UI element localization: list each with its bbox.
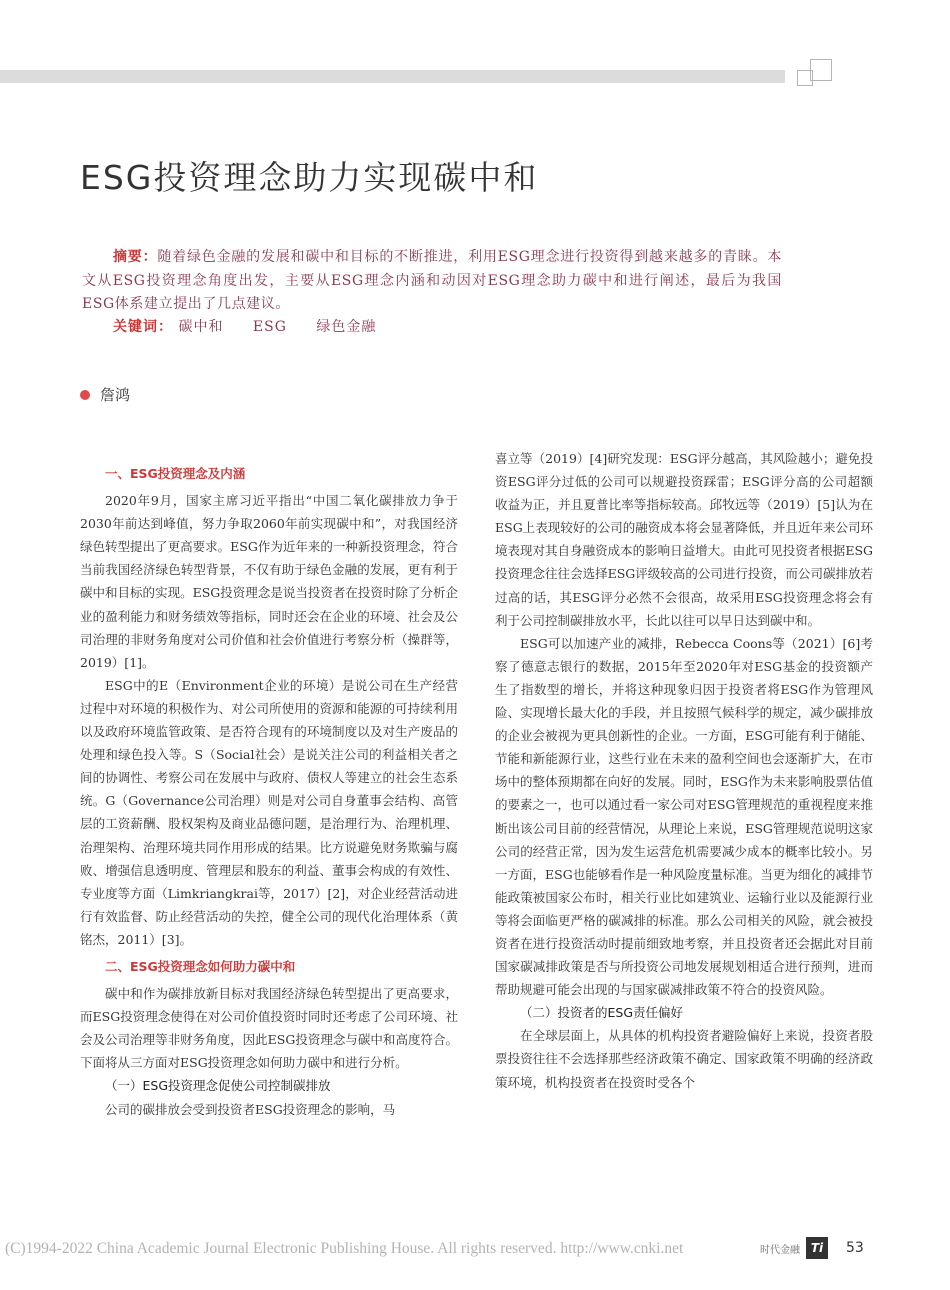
bullet-dot-icon bbox=[80, 390, 90, 400]
keywords bbox=[113, 316, 400, 336]
magazine-logo-icon: Ti bbox=[806, 1237, 828, 1259]
abstract bbox=[82, 246, 782, 317]
paragraph: ESG中的E（Environment企业的环境）是说公司在生产经营过程中对环境的积极作为、对公司所使用的资源和能源的可持续利用以及政府环境监管政策、是否符合现有的环境制度以及对生产废品的处理和绿色投入等。S（Social社会）是说关注公司的利益相关者之间的协调性、考察公司在发展中与政府、债权人等建立的社会生态系统。G（Governance公司治理）则是对公司自身董事会结构、高管层的工资薪酬、股权架构及商业品德问题，是治理行为、治理机理、治理架构、治理环境共同作用形成的结果。比方说避免财务欺骗与腐败、增强信息透明度、管理层和股东的利益、董事会构成的有效性、专业度等方面（Limkriangkrai等，2017）[2]，对企业经营活动进行有效监督、防止经营活动的失控，健全公司的现代化治理体系（黄铭杰，2011）[3]。 bbox=[80, 677, 458, 947]
section-heading: 一、ESG投资理念及内涵 bbox=[105, 466, 246, 481]
footer-right bbox=[760, 1237, 864, 1259]
paragraph: 在全球层面上，从具体的机构投资者避险偏好上来说，投资者股票投资往往不会选择那些经济政策不确定、国家政策不明确的经济政策环境，机构投资者在投资时受各个 bbox=[495, 1028, 873, 1090]
copyright-footer: (C)1994-2022 China Academic Journal Electronic Publishing House. All rights reserved. http://www.cnki.net bbox=[5, 1240, 684, 1257]
abstract-label: 摘要： bbox=[113, 249, 158, 265]
right-column bbox=[495, 447, 873, 1094]
paragraph: 碳中和作为碳排放新目标对我国经济绿色转型提出了更高要求，而ESG投资理念使得在对公司价值投资时同时还考虑了公司环境、社会及公司治理等非财务角度，因此ESG投资理念与碳中和高度符合。下面将从三方面对ESG投资理念如何助力碳中和进行分析。 bbox=[80, 986, 458, 1071]
header-bar bbox=[0, 70, 785, 83]
article-title: ESG投资理念助力实现碳中和 bbox=[80, 158, 539, 197]
paragraph: 2020年9月，国家主席习近平指出“中国二氧化碳排放力争于2030年前达到峰值，努力争取2060年前实现碳中和”，对我国经济绿色转型提出了更高要求。ESG作为近年来的一种新投资理念，符合当前我国经济绿色转型背景，不仅有助于绿色金融的发展，更有利于碳中和目标的实现。ESG投资理念是说当投资者在投资时除了分析企业的盈利能力和财务绩效等指标，同时还会在企业的环境、社会及公司治理的非财务角度对公司价值和社会价值进行考察分析（操群等，2019）[1]。 bbox=[80, 493, 458, 670]
author-line bbox=[80, 384, 130, 405]
left-column bbox=[80, 447, 458, 1121]
paragraph: ESG可以加速产业的减排，Rebecca Coons等（2021）[6]考察了德意志银行的数据，2015年至2020年对ESG基金的投资额产生了指数型的增长，并将这种现象归因于投资者将ESG作为管理风险、实现增长最大化的手段，并且按照气候科学的规定，减少碳排放的企业会被视为更具创新性的企业。一方面，ESG可能有利于储能、节能和新能源行业，这些行业在未来的盈利空间也会逐渐扩大，在市场中的整体预期都在向好的发展。同时，ESG作为未来影响股票估值的要素之一，也可以通过看一家公司对ESG管理规范的重视程度来推断出该公司目前的经营情况，从理论上来说，ESG管理规范说明这家公司的经营正常，因为发生运营危机需要减少成本的概率比较小。另一方面，ESG也能够看作是一种风险度量标准。当更为细化的减排节能政策被国家公布时，相关行业比如建筑业、运输行业以及能源行业等将会面临更严格的碳减排的标准。那么公司相关的风险，就会被投资者在进行投资活动时提前细致地考察，并且投资者还会据此对目前国家碳减排政策是否与所投资公司地发展规划相适合进行预判，进而帮助规避可能会出现的与国家碳减排政策不符合的投资风险。 bbox=[495, 635, 873, 998]
page-number: 53 bbox=[846, 1240, 864, 1256]
decorative-square-inner bbox=[810, 59, 832, 81]
paragraph: 喜立等（2019）[4]研究发现：ESG评分越高，其风险越小；避免投资ESG评分过低的公司可以规避投资踩雷；ESG评分高的公司超额收益为正，并且夏普比率等指标较高。邱牧远等（2019）[5]认为在ESG上表现较好的公司的融资成本将会显著降低，并且近年来公司环境表现对其自身融资成本的影响日益增大。由此可见投资者根据ESG投资理念往往会选择ESG评级较高的公司进行投资，而公司碳排放若过高的话，其ESG评分必然不会很高，故采用ESG投资理念将会有利于公司控制碳排放水平，长此以往可以早日达到碳中和。 bbox=[495, 451, 873, 628]
paragraph: 公司的碳排放会受到投资者ESG投资理念的影响，马 bbox=[105, 1101, 396, 1117]
abstract-text: 随着绿色金融的发展和碳中和目标的不断推进，利用ESG理念进行投资得到越来越多的青睐。本文从ESG投资理念角度出发，主要从ESG理念内涵和动因对ESG理念助力碳中和进行阐述，最后为我国ESG体系建立提出了几点建议。 bbox=[82, 249, 782, 312]
subsection-heading: （二）投资者的ESG责任偏好 bbox=[520, 1005, 684, 1021]
keyword: 碳中和 bbox=[178, 319, 224, 335]
keyword: ESG bbox=[252, 319, 287, 335]
magazine-name: 时代金融 bbox=[760, 1244, 800, 1256]
section-heading: 二、ESG投资理念如何助力碳中和 bbox=[105, 958, 296, 974]
subsection-heading: （一）ESG投资理念促使公司控制碳排放 bbox=[105, 1078, 331, 1094]
author-name: 詹鸿 bbox=[100, 386, 131, 404]
keywords-label: 关键词： bbox=[113, 319, 173, 335]
keyword: 绿色金融 bbox=[316, 319, 377, 335]
